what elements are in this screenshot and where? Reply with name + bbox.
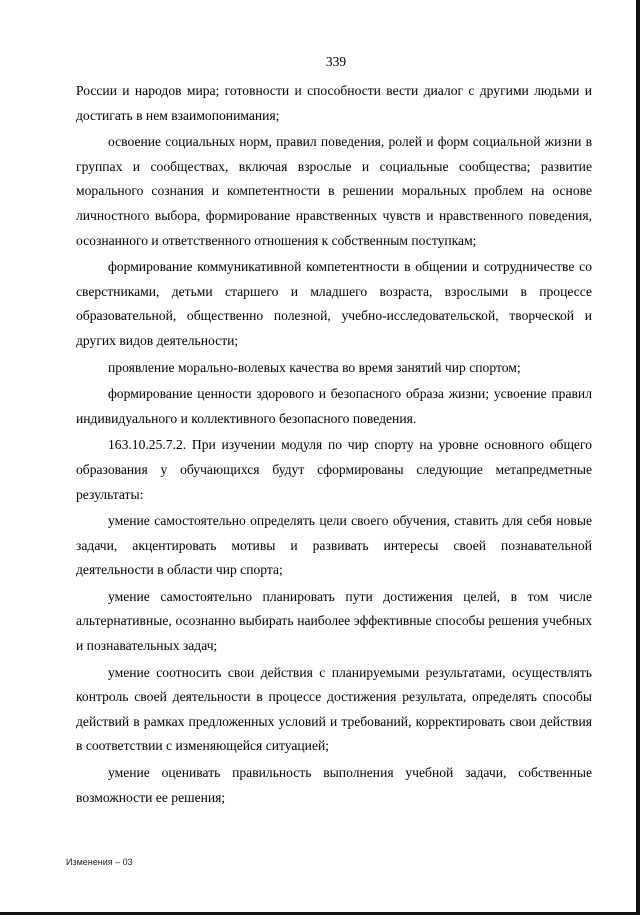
paragraph-4: проявление морально-волевых качества во время занятий чир спортом; [108,359,521,375]
paragraph-1: России и народов мира; готовности и способности вести диалог с другими людьми и достигать в нем взаимопонимания; [76,83,592,123]
revision-footer: Изменения – 03 [66,857,133,867]
paragraph-6: 163.10.25.7.2. При изучении модуля по чир спорту на уровне основного общего образования у обучающихся будут сформированы следующие метапредметные результаты: [76,437,592,502]
paragraph-10: умение оценивать правильность выполнения учебной задачи, собственные возможности ее решения; [76,765,592,805]
page-number: 339 [325,54,347,69]
paragraph-2: освоение социальных норм, правил поведения, ролей и форм социальной жизни в группах и сообществах, включая взрослые и социальные сообщества; развитие морального сознания и компетентности в решении моральных проблем на основе личностного выбора, формирование нравственных чувств и нравственного поведения, осознанного и ответственного отношения к собственным поступкам; [76,134,592,248]
paragraph-8: умение самостоятельно планировать пути достижения целей, в том числе альтернативные, осознанно выбирать наиболее эффективные способы решения учебных и познавательных задач; [76,588,592,654]
scan-edge-right [636,0,640,915]
document-body [76,79,592,812]
paragraph-5: формирование ценности здорового и безопасного образа жизни; усвоение правил индивидуального и коллективного безопасного поведения. [76,386,592,426]
paragraph-9: умение соотносить свои действия с планируемыми результатами, осуществлять контроль своей деятельности в процессе достижения результата, определять способы действий в рамках предложенных условий и требований, корректировать свои действия в соответствии с изменяющейся ситуацией; [76,664,592,754]
paragraph-7: умение самостоятельно определять цели своего обучения, ставить для себя новые задачи, акцентировать мотивы и развивать интересы своей познавательной деятельности в области чир спорта; [76,513,592,578]
paragraph-3: формирование коммуникативной компетентности в общении и сотрудничестве со сверстниками, детьми старшего и младшего возраста, взрослыми в процессе образовательной, общественно полезной, учебно-исследовательской, творческой и других видов деятельности; [76,259,592,348]
